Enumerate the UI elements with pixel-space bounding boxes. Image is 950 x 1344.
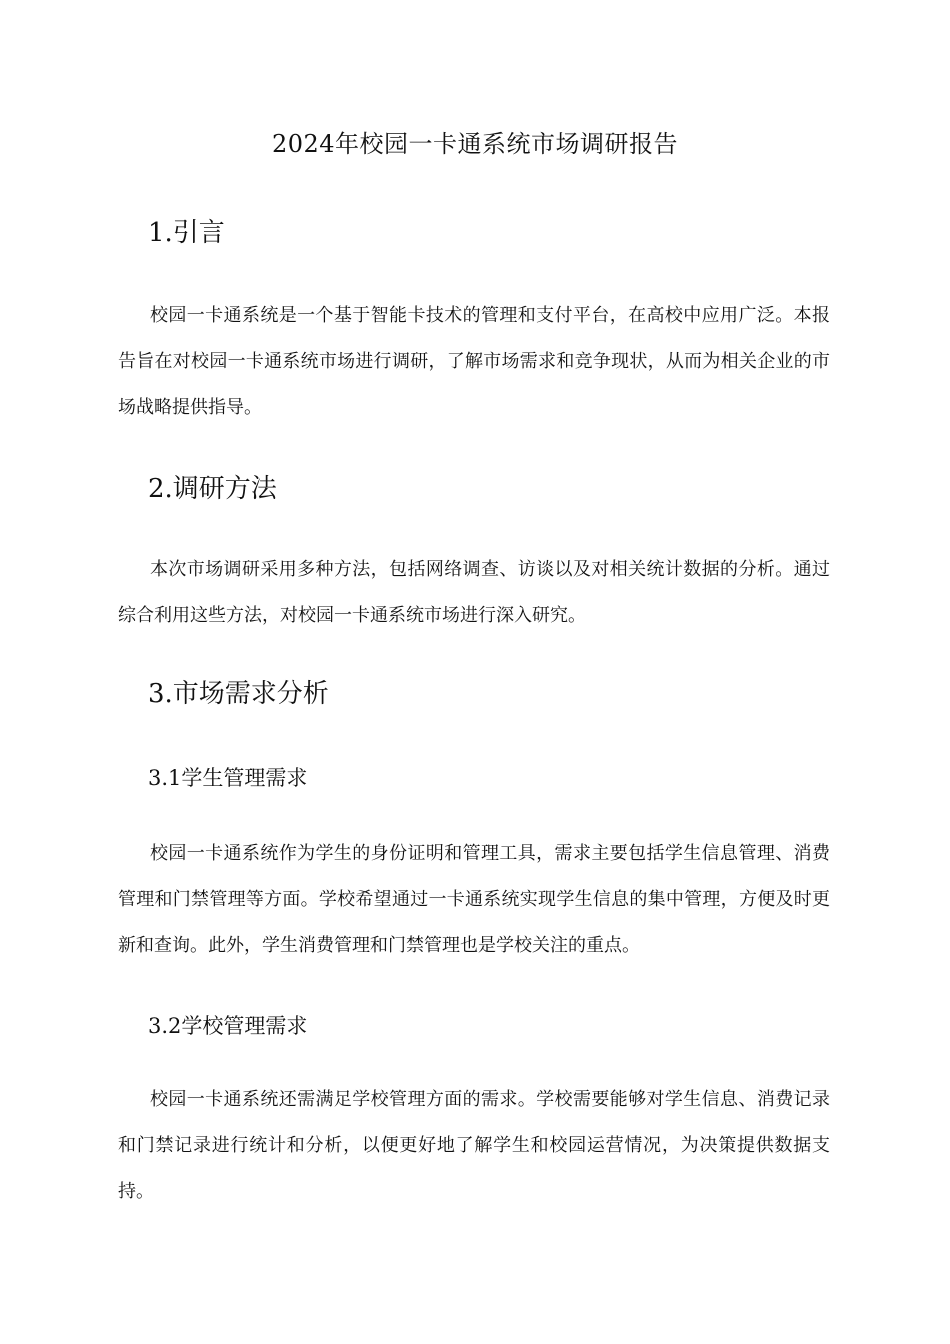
subsection-heading-student-management: 3.1学生管理需求 (148, 766, 308, 790)
subsection-paragraph-school-management: 校园一卡通系统还需满足学校管理方面的需求。学校需要能够对学生信息、消费记录和门禁记录进行统计和分析，以便更好地了解学生和校园运营情况，为决策提供数据支持。 (118, 1089, 830, 1202)
section-paragraph-introduction: 校园一卡通系统是一个基于智能卡技术的管理和支付平台，在高校中应用广泛。本报告旨在对校园一卡通系统市场进行调研，了解市场需求和竞争现状，从而为相关企业的市场战略提供指导。 (118, 305, 830, 418)
section-heading-research-method: 2.调研方法 (148, 474, 277, 504)
section-heading-introduction: 1.引言 (148, 218, 225, 248)
section-heading-market-demand: 3.市场需求分析 (148, 679, 329, 709)
document-title: 2024年校园一卡通系统市场调研报告 (271, 130, 679, 158)
section-paragraph-research-method: 本次市场调研采用多种方法，包括网络调查、访谈以及对相关统计数据的分析。通过综合利用这些方法，对校园一卡通系统市场进行深入研究。 (118, 559, 830, 626)
subsection-heading-school-management: 3.2学校管理需求 (148, 1014, 308, 1038)
subsection-paragraph-student-management: 校园一卡通系统作为学生的身份证明和管理工具，需求主要包括学生信息管理、消费管理和门禁管理等方面。学校希望通过一卡通系统实现学生信息的集中管理，方便及时更新和查询。此外，学生消费管理和门禁管理也是学校关注的重点。 (118, 843, 830, 956)
